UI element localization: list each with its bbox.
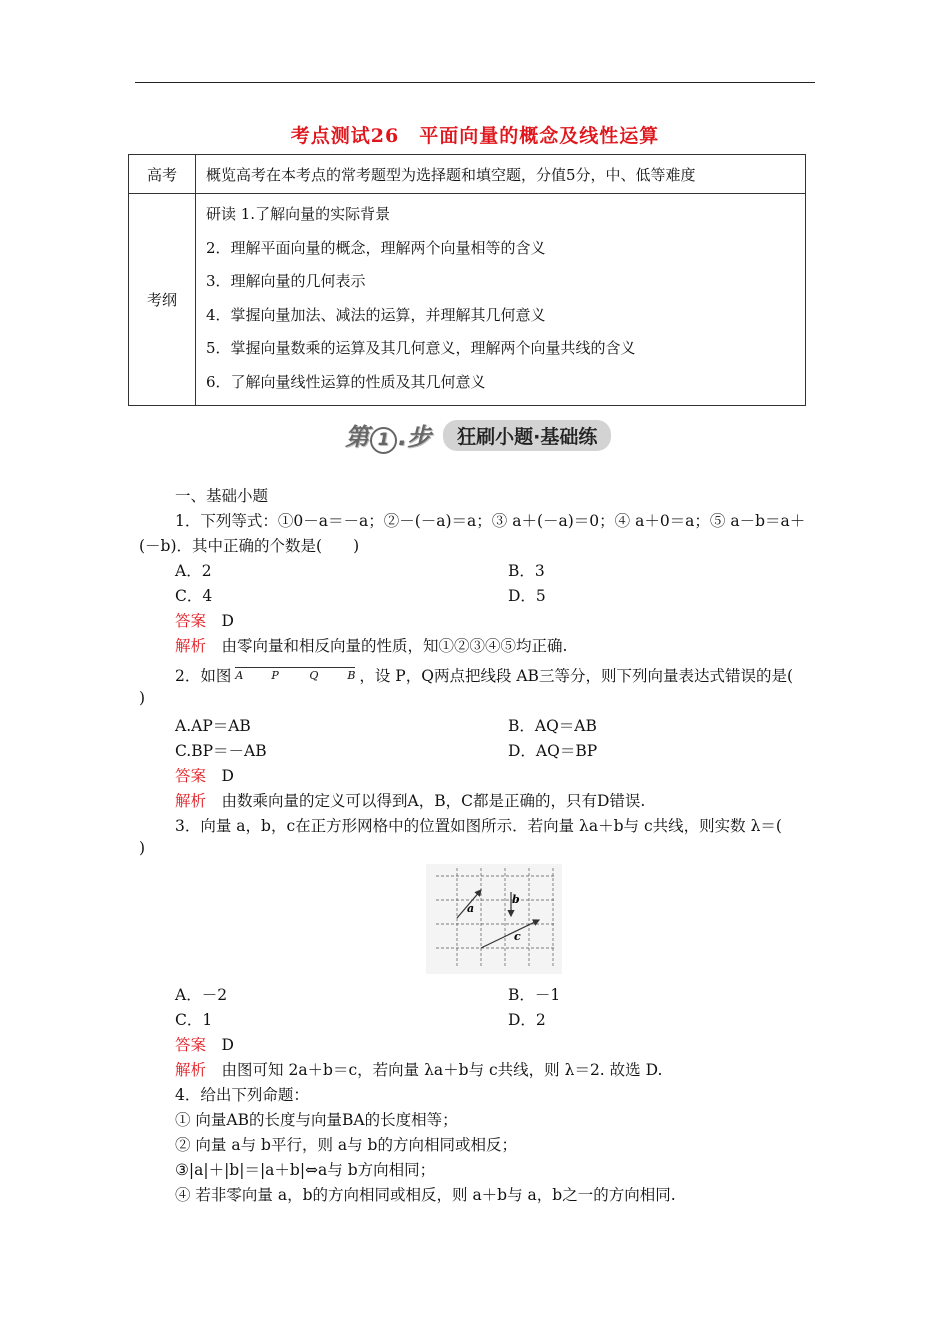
q1-option-a: A．2 <box>175 562 212 580</box>
syllabus-content-gaokao: 概览高考在本考点的常考题型为选择题和填空题，分值5分，中、低等难度 <box>196 155 806 194</box>
q3-stem-line1: 3．向量 a，b，c在正方形网格中的位置如图所示．若向量 λa＋b与 c共线，则实数 λ＝( <box>175 817 782 835</box>
vector-c-arrow <box>481 920 539 948</box>
analysis-label: 解析 <box>175 792 207 810</box>
step-subtitle: 狂刷小题·基础练 <box>443 420 611 451</box>
q4-proposition: ④ 若非零向量 a，b的方向相同或相反，则 a＋b与 a，b之一的方向相同. <box>175 1186 676 1204</box>
syllabus-line: 2．理解平面向量的概念，理解两个向量相等的含义 <box>206 238 546 257</box>
q3-analysis <box>175 1058 662 1080</box>
q3-option-d: D．2 <box>508 1011 546 1029</box>
q3-option-c: C．1 <box>175 1011 213 1029</box>
analysis-text: 由图可知 2a＋b＝c，若向量 λa＋b与 c共线，则 λ＝2. 故选 D. <box>221 1061 663 1079</box>
q4-stem: 4．给出下列命题： <box>175 1086 309 1104</box>
answer-value: D <box>221 1036 234 1054</box>
point-label: P <box>271 669 279 682</box>
step-prefix: 第 <box>345 422 369 451</box>
syllabus-row-gaokao <box>129 155 806 194</box>
q2-answer <box>175 764 234 786</box>
q4-proposition: ② 向量 a与 b平行，则 a与 b的方向相同或相反； <box>175 1136 517 1154</box>
q2-stem-line1 <box>175 664 793 687</box>
syllabus-line: 3．理解向量的几何表示 <box>206 272 366 290</box>
q3-option-a: A．－2 <box>175 986 228 1004</box>
q4-proposition: ① 向量AB的长度与向量BA的长度相等； <box>175 1111 458 1129</box>
analysis-text: 由数乘向量的定义可以得到A，B，C都是正确的，只有D错误. <box>221 792 646 810</box>
q2-option-b: B．AQ＝AB <box>508 717 597 735</box>
q3-answer <box>175 1033 234 1055</box>
segment-line <box>235 667 355 668</box>
q1-analysis <box>175 634 567 656</box>
answer-label: 答案 <box>175 612 207 630</box>
step-number-badge: 1 <box>370 427 397 454</box>
q2-option-d: D．AQ＝BP <box>508 742 598 760</box>
q2-option-c: C.BP＝－AB <box>175 742 267 760</box>
answer-label: 答案 <box>175 1036 207 1054</box>
syllabus-line: 研读 1.了解向量的实际背景 <box>206 205 391 223</box>
step-banner <box>345 419 611 451</box>
point-label: A <box>235 669 244 682</box>
vector-grid-figure <box>426 864 562 974</box>
q2-suffix: ，设 P，Q两点把线段 AB三等分，则下列向量表达式错误的是( <box>359 667 793 685</box>
q1-option-b: B．3 <box>508 562 545 580</box>
syllabus-line: 6．了解向量线性运算的性质及其几何意义 <box>206 372 486 391</box>
syllabus-label-gaokao: 高考 <box>129 155 196 194</box>
analysis-label: 解析 <box>175 1061 207 1079</box>
syllabus-content-kaogang <box>196 194 806 406</box>
syllabus-table <box>128 154 806 406</box>
q4-proposition: ③|a|＋|b|＝|a＋b|⇔a与 b方向相同； <box>175 1161 436 1179</box>
q3-option-b: B．－1 <box>508 986 561 1004</box>
vector-b-label: b <box>512 893 520 906</box>
q1-stem-line1: 1．下列等式：①0－a＝－a；②－(－a)＝a；③ a＋(－a)＝0；④ a＋0＝a；⑤ a－b＝a＋ <box>175 512 806 530</box>
analysis-label: 解析 <box>175 637 207 655</box>
segment-ab-figure <box>233 665 357 687</box>
vector-a-label: a <box>467 902 475 915</box>
point-label: B <box>347 669 356 682</box>
page-title: 考点测试26 平面向量的概念及线性运算 <box>290 125 660 147</box>
step-suffix: .步 <box>398 422 432 451</box>
answer-label: 答案 <box>175 767 207 785</box>
q2-prefix: 2．如图 <box>175 667 232 685</box>
q3-stem-line2: ) <box>139 839 146 857</box>
syllabus-row-kaogang <box>129 194 806 406</box>
syllabus-line: 5．掌握向量数乘的运算及其几何意义，理解两个向量共线的含义 <box>206 339 636 357</box>
q2-option-a: A.AP＝AB <box>175 717 251 735</box>
vector-c-label: c <box>514 930 521 943</box>
syllabus-line: 4．掌握向量加法、减法的运算，并理解其几何意义 <box>206 305 546 324</box>
header-rule <box>135 82 815 83</box>
q1-stem-line2: (－b)．其中正确的个数是( ) <box>139 537 360 555</box>
answer-value: D <box>221 612 234 630</box>
analysis-text: 由零向量和相反向量的性质，知①②③④⑤均正确. <box>221 637 568 655</box>
q1-answer <box>175 609 234 631</box>
grid-lines <box>436 868 556 968</box>
q2-stem-line2: ) <box>139 689 146 707</box>
q1-option-c: C．4 <box>175 587 213 605</box>
step-label <box>345 417 431 454</box>
q2-analysis <box>175 789 645 811</box>
answer-value: D <box>221 767 234 785</box>
vector-grid-svg <box>426 864 562 974</box>
q1-option-d: D．5 <box>508 587 546 605</box>
section-heading: 一、基础小题 <box>175 487 269 505</box>
point-label: Q <box>309 669 319 682</box>
syllabus-label-kaogang: 考纲 <box>129 194 196 406</box>
